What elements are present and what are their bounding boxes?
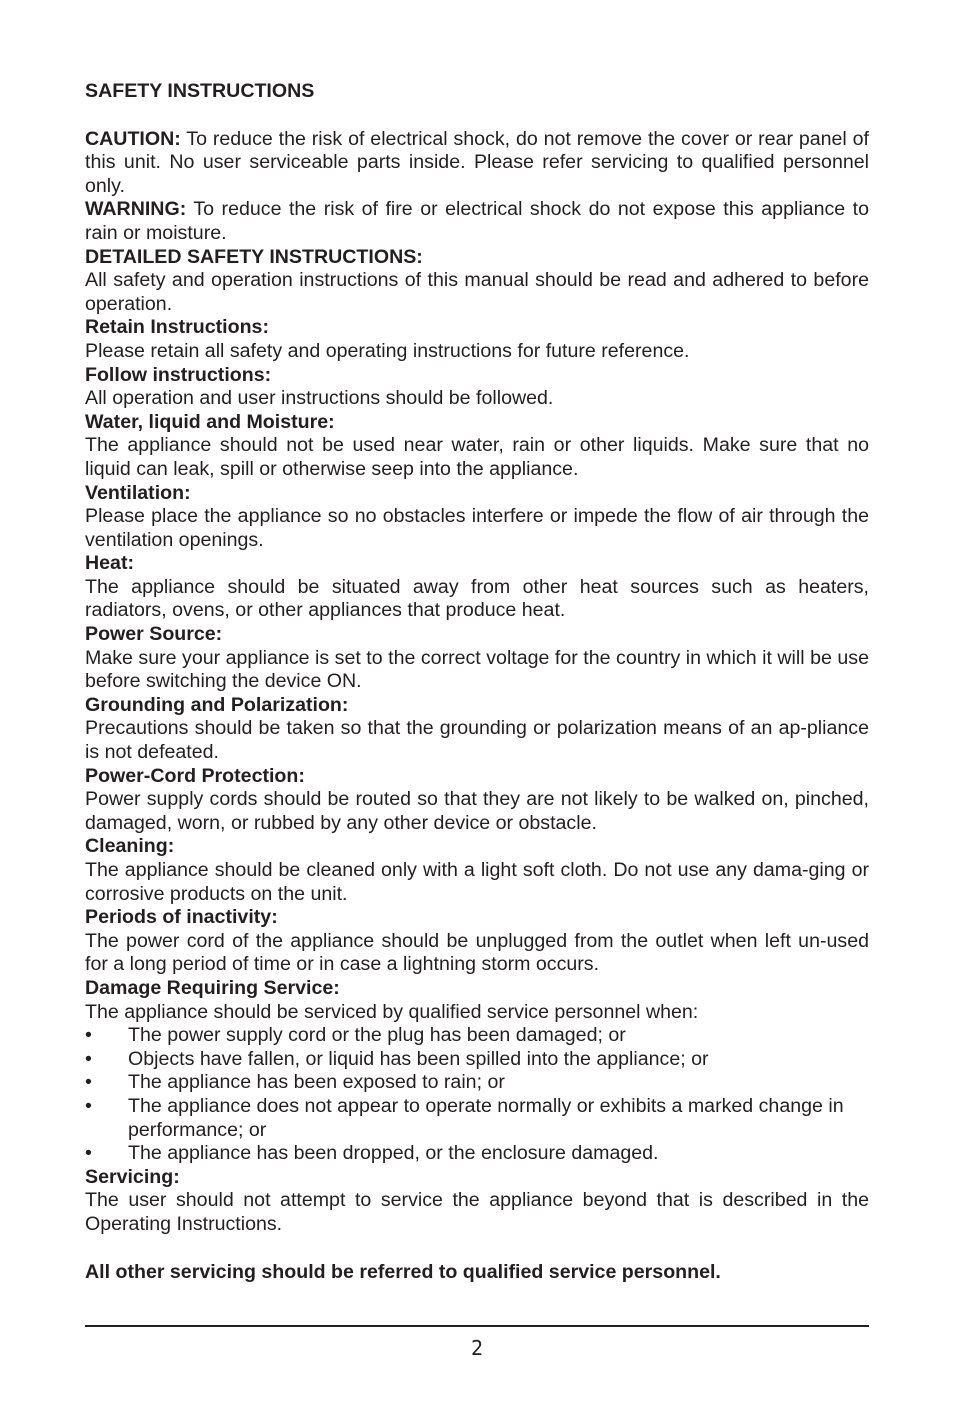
page-title: SAFETY INSTRUCTIONS: [85, 80, 315, 102]
list-item: [85, 1142, 869, 1166]
caution-label: CAUTION:: [85, 127, 181, 150]
section-heading: Power Source:: [85, 623, 223, 646]
section-heading: Heat:: [85, 552, 134, 575]
section-heading: Grounding and Polarization:: [85, 693, 349, 716]
section-heat: [85, 552, 869, 623]
section-text: The appliance should be cleaned only with a light soft cloth. Do not use any dama-ging or corrosive products on the unit.: [85, 859, 869, 905]
section-text: Please place the appliance so no obstacles interfere or impede the flow of air through the ventilation openings.: [85, 505, 869, 551]
section-cleaning: [85, 835, 869, 906]
section-damage-requiring-service: [85, 977, 869, 1166]
section-text: The power cord of the appliance should be unplugged from the outlet when left un-used for a long period of time or in case a lightning storm occurs.: [85, 929, 869, 976]
section-text: Make sure your appliance is set to the correct voltage for the country in which it will be use before switching the device ON.: [85, 646, 869, 693]
section-text: The appliance should be situated away from other heat sources such as heaters, radiators, ovens, or other appliances that produce heat.: [85, 575, 869, 622]
section-text: The appliance should not be used near water, rain or other liquids. Make sure that no liquid can leak, spill or otherwise seep into the appliance.: [85, 434, 869, 480]
warning-paragraph: [85, 198, 869, 245]
bullet-icon: •: [85, 1047, 92, 1070]
section-follow-instructions: [85, 364, 869, 411]
bullet-icon: •: [85, 1094, 92, 1117]
section-heading: Follow instructions:: [85, 363, 272, 386]
page-number: 2: [470, 1336, 484, 1360]
footer-divider: [85, 1325, 869, 1327]
section-servicing: [85, 1166, 869, 1237]
section-retain-instructions: [85, 316, 869, 363]
section-text: All safety and operation instructions of this manual should be read and adhered to before operation.: [85, 269, 869, 315]
list-item: [85, 1095, 869, 1142]
warning-label: WARNING:: [85, 198, 187, 221]
section-heading: Damage Requiring Service:: [85, 976, 340, 999]
section-text: Please retain all safety and operating instructions for future reference.: [85, 339, 690, 362]
section-text: Precautions should be taken so that the grounding or polarization means of an ap-pliance is not defeated.: [85, 717, 869, 764]
section-detailed-safety: [85, 246, 869, 317]
list-item-text: The appliance does not appear to operate normally or exhibits a marked change in performance; or: [128, 1094, 844, 1141]
warning-text: To reduce the risk of fire or electrical shock do not expose this appliance to rain or moisture.: [85, 198, 869, 244]
bullet-icon: •: [85, 1071, 92, 1094]
list-item-text: The power supply cord or the plug has been damaged; or: [128, 1024, 626, 1047]
list-item: [85, 1024, 869, 1048]
document-body: [85, 80, 869, 1284]
bullet-icon: •: [85, 1142, 92, 1165]
section-periods-of-inactivity: [85, 906, 869, 977]
list-item: [85, 1071, 869, 1095]
section-heading: Cleaning:: [85, 835, 175, 858]
final-note: All other servicing should be referred to qualified service personnel.: [85, 1260, 721, 1283]
section-heading: Water, liquid and Moisture:: [85, 410, 335, 433]
caution-text: To reduce the risk of electrical shock, do not remove the cover or rear panel of this unit. No user serviceable parts inside. Please refer servicing to qualified personnel only.: [85, 127, 869, 197]
section-water-liquid-moisture: [85, 411, 869, 482]
list-item-text: Objects have fallen, or liquid has been spilled into the appliance; or: [128, 1047, 709, 1070]
list-item: [85, 1048, 869, 1072]
section-heading: Ventilation:: [85, 481, 191, 504]
damage-list: [85, 1024, 869, 1166]
section-text: The appliance should be serviced by qualified service personnel when:: [85, 1000, 699, 1023]
section-heading: Retain Instructions:: [85, 316, 269, 339]
section-grounding-polarization: [85, 694, 869, 765]
section-heading: Periods of inactivity:: [85, 906, 278, 929]
section-text: All operation and user instructions should be followed.: [85, 387, 554, 410]
section-text: Power supply cords should be routed so that they are not likely to be walked on, pinched, damaged, worn, or rubbed by any other device or obstacle.: [85, 788, 869, 834]
bullet-icon: •: [85, 1024, 92, 1047]
section-ventilation: [85, 482, 869, 553]
section-text: The user should not attempt to service the appliance beyond that is described in the Operating Instructions.: [85, 1189, 869, 1235]
list-item-text: The appliance has been exposed to rain; or: [128, 1071, 505, 1094]
list-item-text: The appliance has been dropped, or the enclosure damaged.: [128, 1142, 659, 1165]
section-power-cord-protection: [85, 765, 869, 836]
section-heading: Power-Cord Protection:: [85, 764, 305, 787]
section-heading: DETAILED SAFETY INSTRUCTIONS:: [85, 245, 423, 268]
section-power-source: [85, 623, 869, 694]
section-heading: Servicing:: [85, 1165, 180, 1188]
caution-paragraph: [85, 128, 869, 199]
